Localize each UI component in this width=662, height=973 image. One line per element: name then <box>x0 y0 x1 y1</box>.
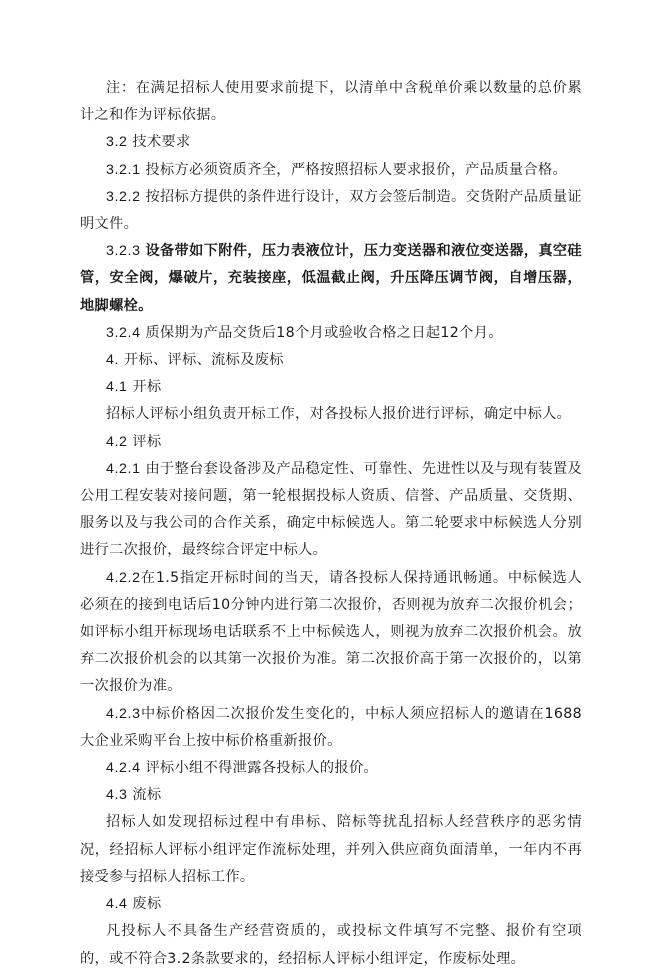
clause-text: 按招标方提供的条件进行设计，双方会签后制造。交货附产品质量证明文件。 <box>80 188 582 233</box>
section-title: 技术要求 <box>132 134 191 151</box>
clause-text: 由于整台套设备涉及产品稳定性、可靠性、先进性以及与现有装置及公用工程安装对接问题，第一轮根据投标人资质、信誉、产品质量、交货期、服务以及与我公司的合作关系，确定中标候选人。第二轮要求中标候选人分别进行二次报价，最终综合评定中标人。 <box>80 460 582 559</box>
clause-3-2-1 <box>80 157 582 184</box>
clause-text: 质保期为产品交货后18个月或验收合格之日起12个月。 <box>145 324 503 341</box>
section-4-3-heading <box>80 782 582 809</box>
clause-text: 投标方必须资质齐全，严格按照招标人要求报价，产品质量合格。 <box>145 161 568 178</box>
section-number: 4.2 <box>106 433 128 450</box>
section-4-2-heading <box>80 429 582 456</box>
clause-text: 评标小组不得泄露各投标人的报价。 <box>145 760 379 777</box>
clause-text: 在1.5指定开标时间的当天，请各投标人保持通讯畅通。中标候选人必须在的接到电话后10分钟内进行第二次报价，否则视为放弃二次报价机会；如评标小组开标现场电话联系不上中标候选人，则视为放弃二次报价机会。放弃二次报价机会的以其第一次报价为准。第二次报价高于第一次报价的，以第一次报价为准。 <box>80 569 582 695</box>
clause-4-2-3 <box>80 701 582 755</box>
clause-number: 4.2.1 <box>106 460 141 477</box>
section-title: 废标 <box>132 896 162 913</box>
clause-number: 4.2.2 <box>106 569 141 586</box>
section-4-1-body <box>80 401 582 428</box>
section-body: 招标人评标小组负责开标工作，对各投标人报价进行评标，确定中标人。 <box>106 406 572 423</box>
clause-3-2-2 <box>80 184 582 238</box>
section-body: 凡投标人不具备生产经营资质的，或投标文件填写不完整、报价有空项的，或不符合3.2条款要求的，经招标人评标小组评定，作废标处理。 <box>80 923 582 967</box>
section-4-3-body <box>80 809 582 891</box>
clause-3-2-4 <box>80 320 582 347</box>
clause-4-2-1 <box>80 456 582 565</box>
clause-4-2-2 <box>80 565 582 701</box>
clause-text-bold: 设备带如下附件，压力表液位计，压力变送器和液位变送器，真空硅管，安全阀，爆破片，充装接座，低温截止阀，升压降压调节阀，自增压器，地脚螺栓。 <box>80 243 582 314</box>
clause-number: 3.2.3 <box>106 243 141 260</box>
clause-number: 4.2.4 <box>106 760 141 777</box>
clause-number: 4.2.3 <box>106 705 141 722</box>
section-4-4-heading <box>80 891 582 918</box>
clause-number: 3.2.1 <box>106 161 141 178</box>
section-4-1-heading <box>80 374 582 401</box>
clause-4-2-4 <box>80 755 582 782</box>
document-page <box>80 75 582 973</box>
clause-number: 3.2.4 <box>106 324 141 341</box>
clause-3-2-3 <box>80 238 582 320</box>
section-title: 流标 <box>132 787 162 804</box>
section-number: 4.3 <box>106 787 128 804</box>
section-title: 开标、评标、流标及废标 <box>123 352 284 369</box>
section-body: 招标人如发现招标过程中有串标、陪标等扰乱招标人经营秩序的恶劣情况，经招标人评标小组评定作流标处理，并列入供应商负面清单，一年内不再接受参与招标人招标工作。 <box>80 814 582 885</box>
section-number: 4.1 <box>106 379 128 396</box>
clause-number: 3.2.2 <box>106 188 141 205</box>
note-text: 注：在满足招标人使用要求前提下，以清单中含税单价乘以数量的总价累计之和作为评标依据。 <box>80 80 582 124</box>
section-number: 4.4 <box>106 896 128 913</box>
evaluation-note <box>80 75 582 129</box>
section-4-heading <box>80 347 582 374</box>
section-title: 评标 <box>132 433 162 450</box>
section-title: 开标 <box>132 379 162 396</box>
section-number: 3.2 <box>106 134 128 151</box>
section-number: 4. <box>106 352 120 369</box>
section-4-4-body <box>80 918 582 972</box>
section-3-2-heading <box>80 129 582 156</box>
clause-text: 中标价格因二次报价发生变化的，中标人须应招标人的邀请在1688大企业采购平台上按中标价格重新报价。 <box>80 705 582 749</box>
